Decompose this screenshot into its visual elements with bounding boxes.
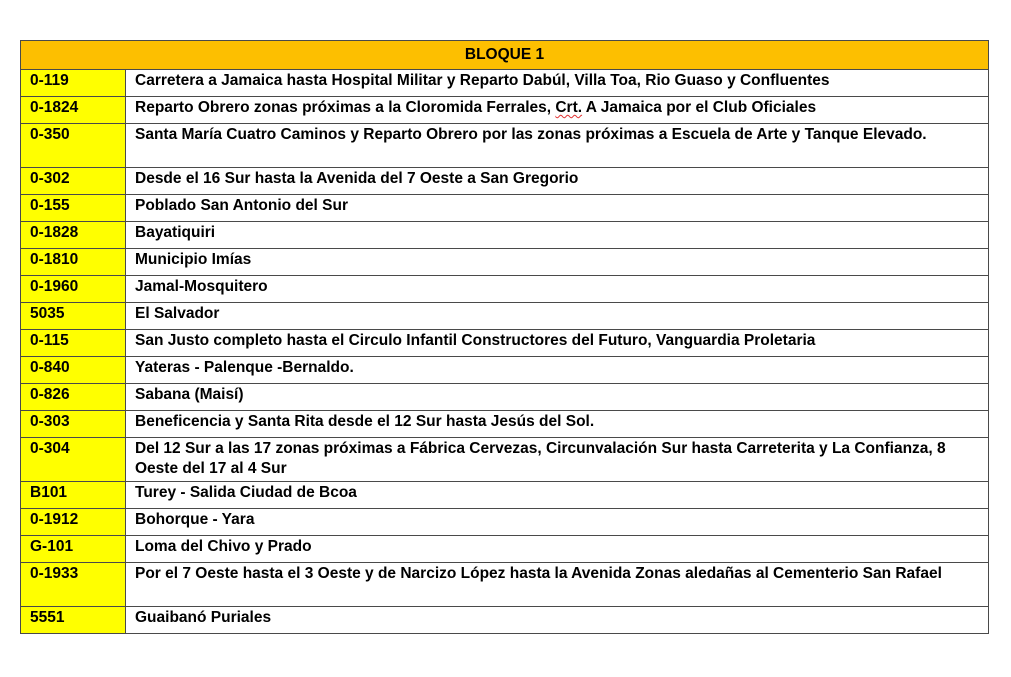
zone-description: Guaibanó Puriales bbox=[126, 607, 989, 634]
zone-description-part: Reparto Obrero zonas próximas a la Cloromida Ferrales, bbox=[135, 99, 556, 116]
zone-code: 0-303 bbox=[21, 411, 126, 438]
zone-description: Bayatiquiri bbox=[126, 222, 989, 249]
table-row bbox=[21, 97, 989, 124]
zone-description: Poblado San Antonio del Sur bbox=[126, 195, 989, 222]
zone-description: Yateras - Palenque -Bernaldo. bbox=[126, 357, 989, 384]
table-row bbox=[21, 276, 989, 303]
table-row bbox=[21, 563, 989, 607]
table-row bbox=[21, 482, 989, 509]
zone-description: El Salvador bbox=[126, 303, 989, 330]
zone-code: 5035 bbox=[21, 303, 126, 330]
zone-description: Municipio Imías bbox=[126, 249, 989, 276]
zone-code: 0-1912 bbox=[21, 509, 126, 536]
zone-description: Carretera a Jamaica hasta Hospital Militar y Reparto Dabúl, Villa Toa, Rio Guaso y Confluentes bbox=[126, 70, 989, 97]
spellcheck-flagged-word: Crt. bbox=[555, 99, 583, 116]
table-row bbox=[21, 195, 989, 222]
table-row bbox=[21, 70, 989, 97]
zone-code: G-101 bbox=[21, 536, 126, 563]
zone-code: 0-1960 bbox=[21, 276, 126, 303]
table-title: BLOQUE 1 bbox=[21, 41, 989, 70]
table-header-row bbox=[21, 41, 989, 70]
table-row bbox=[21, 536, 989, 563]
zone-code: 0-1828 bbox=[21, 222, 126, 249]
zone-description bbox=[126, 97, 989, 124]
zone-description-part: A Jamaica por el Club Oficiales bbox=[582, 99, 817, 116]
table-row bbox=[21, 411, 989, 438]
zone-description: Santa María Cuatro Caminos y Reparto Obrero por las zonas próximas a Escuela de Arte y Tanque Elevado. bbox=[126, 124, 989, 168]
table-row bbox=[21, 330, 989, 357]
zone-code: 0-119 bbox=[21, 70, 126, 97]
zone-description: Jamal-Mosquitero bbox=[126, 276, 989, 303]
bloque-table bbox=[20, 40, 989, 634]
zone-description: San Justo completo hasta el Circulo Infantil Constructores del Futuro, Vanguardia Proletaria bbox=[126, 330, 989, 357]
table-row bbox=[21, 222, 989, 249]
table-row bbox=[21, 509, 989, 536]
table-row bbox=[21, 438, 989, 482]
zone-description: Beneficencia y Santa Rita desde el 12 Sur hasta Jesús del Sol. bbox=[126, 411, 989, 438]
zone-code: B101 bbox=[21, 482, 126, 509]
zone-description: Por el 7 Oeste hasta el 3 Oeste y de Narcizo López hasta la Avenida Zonas aledañas al Cementerio San Rafael bbox=[126, 563, 989, 607]
table-row bbox=[21, 249, 989, 276]
table-row bbox=[21, 124, 989, 168]
zone-code: 0-155 bbox=[21, 195, 126, 222]
zone-code: 0-1810 bbox=[21, 249, 126, 276]
zone-description: Bohorque - Yara bbox=[126, 509, 989, 536]
zone-description: Turey - Salida Ciudad de Bcoa bbox=[126, 482, 989, 509]
zone-code: 0-115 bbox=[21, 330, 126, 357]
zone-code: 5551 bbox=[21, 607, 126, 634]
zone-code: 0-840 bbox=[21, 357, 126, 384]
table-row bbox=[21, 357, 989, 384]
zone-code: 0-1933 bbox=[21, 563, 126, 607]
zone-description: Sabana (Maisí) bbox=[126, 384, 989, 411]
table-row bbox=[21, 384, 989, 411]
zone-description: Loma del Chivo y Prado bbox=[126, 536, 989, 563]
zone-code: 0-350 bbox=[21, 124, 126, 168]
zone-description: Del 12 Sur a las 17 zonas próximas a Fábrica Cervezas, Circunvalación Sur hasta Carreterita y La Confianza, 8 Oeste del 17 al 4 Sur bbox=[126, 438, 989, 482]
table-row bbox=[21, 168, 989, 195]
zone-description: Desde el 16 Sur hasta la Avenida del 7 Oeste a San Gregorio bbox=[126, 168, 989, 195]
zone-code: 0-826 bbox=[21, 384, 126, 411]
zone-code: 0-304 bbox=[21, 438, 126, 482]
table-row bbox=[21, 607, 989, 634]
zone-code: 0-302 bbox=[21, 168, 126, 195]
table-row bbox=[21, 303, 989, 330]
zone-code: 0-1824 bbox=[21, 97, 126, 124]
